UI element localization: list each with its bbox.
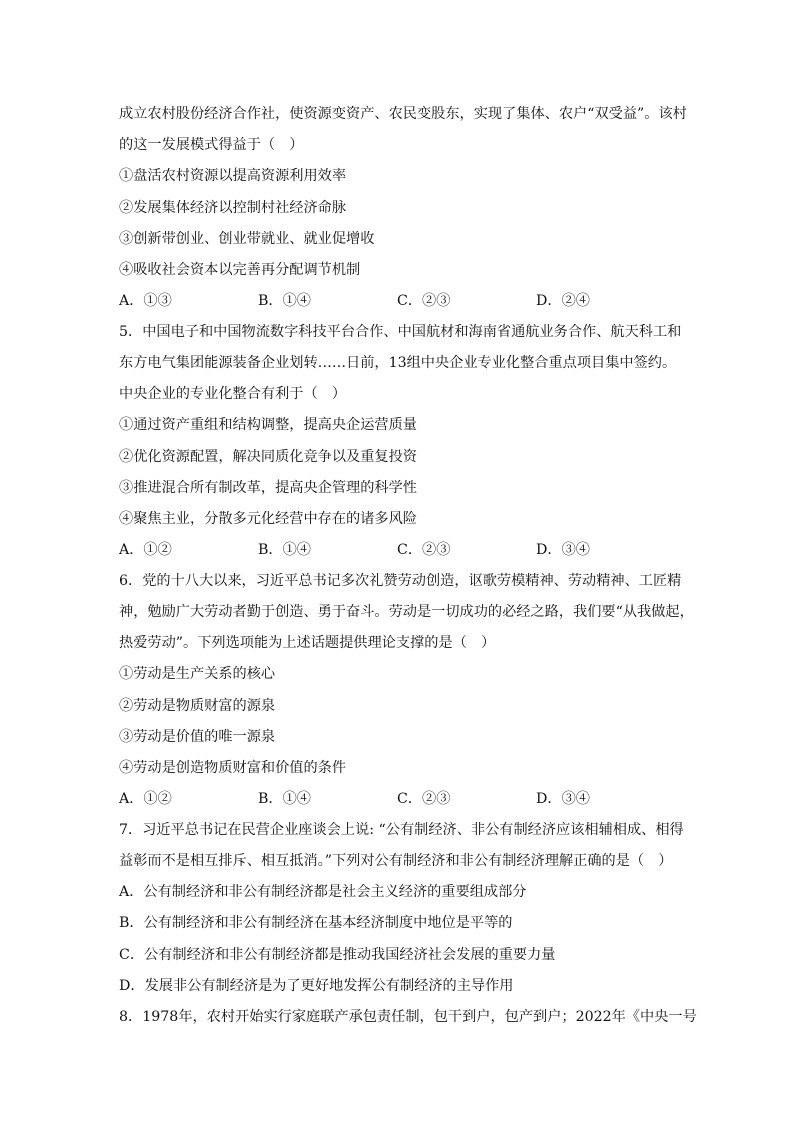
q6-item-4: ④劳动是创造物质财富和价值的条件 [119, 760, 347, 776]
q4-stem-line-1: 成立农村股份经济合作社，使资源变资产、农民变股东，实现了集体、农户“双受益”。该村 [119, 106, 687, 122]
q6-option-d[interactable]: D．③④ [536, 791, 590, 807]
q5-option-d[interactable]: D．③④ [536, 542, 590, 558]
q5-item-2: ②优化资源配置，解决同质化竞争以及重复投资 [119, 449, 417, 465]
q7-choice-c[interactable]: C．公有制经济和非公有制经济都是推动我国经济社会发展的重要力量 [119, 947, 556, 963]
q5-item-3: ③推进混合所有制改革，提高央企管理的科学性 [119, 480, 417, 496]
q5-item-1: ①通过资产重组和结构调整，提高央企运营质量 [119, 417, 417, 433]
q7-choice-d[interactable]: D．发展非公有制经济是为了更好地发挥公有制经济的主导作用 [119, 978, 514, 994]
q5-stem-line-2: 东方电气集团能源装备企业划转……日前，13组中央企业专业化整合重点项目集中签约。 [119, 355, 677, 371]
q4-option-b[interactable]: B．①④ [258, 293, 311, 309]
q5-option-c[interactable]: C．②③ [397, 542, 451, 558]
q5-item-4: ④聚焦主业，分散多元化经营中存在的诸多风险 [119, 511, 417, 527]
q6-option-a[interactable]: A．①② [119, 791, 172, 807]
q6-stem-line-1: 6．党的十八大以来，习近平总书记多次礼赞劳动创造，讴歌劳模精神、劳动精神、工匠精 [119, 573, 682, 589]
q5-option-b[interactable]: B．①④ [258, 542, 311, 558]
q5-stem-line-3: 中央企业的专业化整合有利于（ ） [119, 386, 347, 402]
q4-item-1: ①盘活农村资源以提高资源利用效率 [119, 168, 347, 184]
q7-stem-line-2: 益彰而不是相互排斥、相互抵消。”下列对公有制经济和非公有制经济理解正确的是（ ） [119, 853, 673, 869]
q4-item-3: ③创新带创业、创业带就业、就业促增收 [119, 231, 375, 247]
q6-item-1: ①劳动是生产关系的核心 [119, 666, 276, 682]
q6-stem-line-2: 神，勉励广大劳动者勤于创造、勇于奋斗。劳动是一切成功的必经之路，我们要“从我做起， [119, 604, 694, 620]
q4-item-4: ④吸收社会资本以完善再分配调节机制 [119, 262, 361, 278]
q4-option-d[interactable]: D．②④ [536, 293, 590, 309]
q5-option-a[interactable]: A．①② [119, 542, 172, 558]
q6-stem-line-3: 热爱劳动”。下列选项能为上述话题提供理论支撑的是（ ） [119, 635, 496, 651]
q7-choice-b[interactable]: B．公有制经济和非公有制经济在基本经济制度中地位是平等的 [119, 915, 513, 931]
q4-option-c[interactable]: C．②③ [397, 293, 451, 309]
q6-item-2: ②劳动是物质财富的源泉 [119, 698, 276, 714]
q7-choice-a[interactable]: A．公有制经济和非公有制经济都是社会主义经济的重要组成部分 [119, 884, 527, 900]
q4-item-2: ②发展集体经济以控制村社经济命脉 [119, 200, 347, 216]
q6-option-c[interactable]: C．②③ [397, 791, 451, 807]
q5-stem-line-1: 5．中国电子和中国物流数字科技平台合作、中国航材和海南省通航业务合作、航天科工和 [119, 324, 682, 340]
q6-option-b[interactable]: B．①④ [258, 791, 311, 807]
q6-item-3: ③劳动是价值的唯一源泉 [119, 729, 276, 745]
q4-option-a[interactable]: A．①③ [119, 293, 172, 309]
q7-stem-line-1: 7．习近平总书记在民营企业座谈会上说: “公有制经济、非公有制经济应该相辅相成、相得 [119, 822, 684, 838]
q8-stem-line-1: 8．1978年，农村开始实行家庭联产承包责任制，包干到户，包产到户；2022年《中央一号 [119, 1009, 697, 1025]
q4-stem-line-2: 的这一发展模式得益于（ ） [119, 137, 304, 153]
